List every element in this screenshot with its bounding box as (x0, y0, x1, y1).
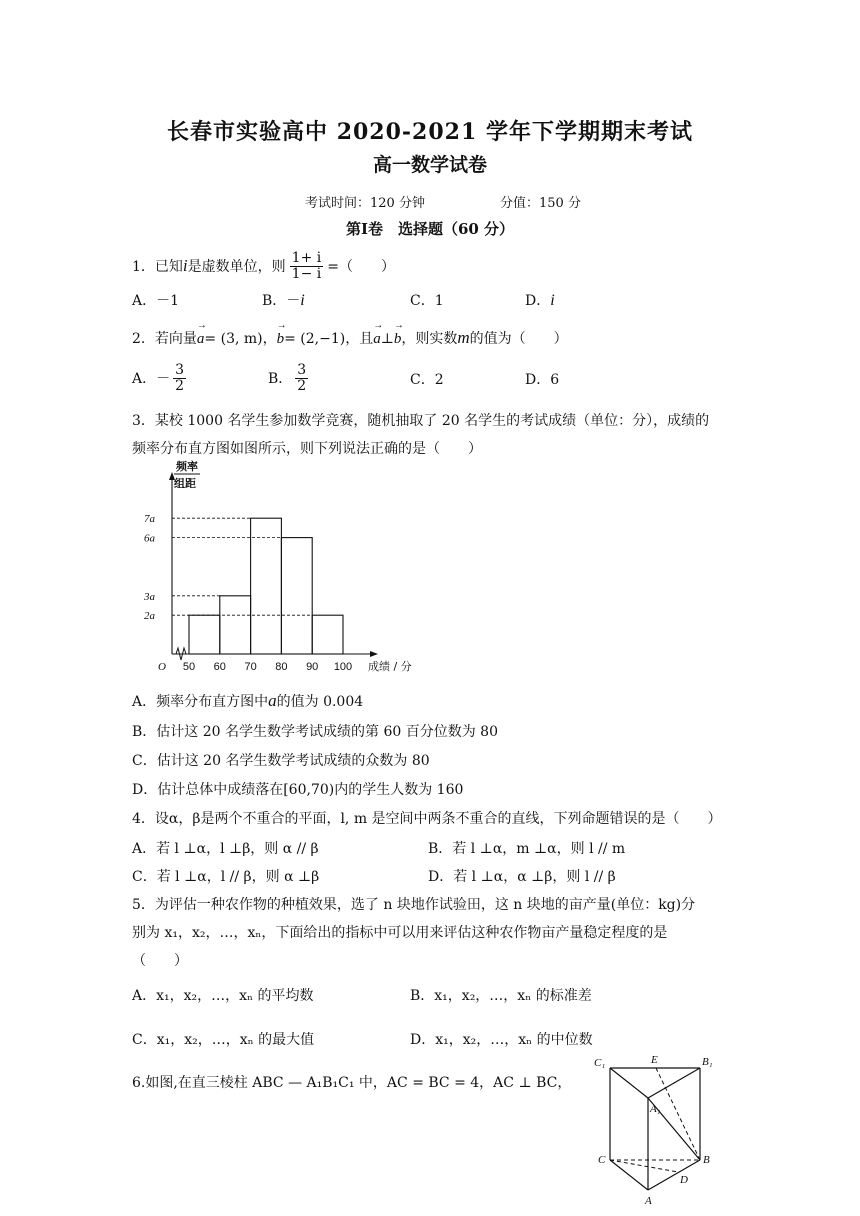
histogram-bar (220, 596, 251, 654)
histogram-bar (251, 518, 282, 654)
exam-title: 长春市实验高中 2020-2021 学年下学期期末考试 (167, 119, 693, 145)
histogram-bar (189, 615, 220, 654)
q5-line-3: （ ） (132, 953, 188, 969)
label-A: A (645, 1195, 652, 1207)
q1-fraction (290, 251, 324, 281)
y-axis-label-bottom: 组距 (174, 477, 196, 490)
exam-subtitle: 高一数学试卷 (372, 154, 487, 176)
q3-line-1: 3．某校 1000 名学生参加数学竞赛，随机抽取了 20 名学生的考试成绩（单位：分），成绩的 (132, 413, 710, 429)
q1-denominator: 1− i (291, 265, 322, 282)
y-axis-label-top: 频率 (176, 460, 198, 473)
y-tick-label: 2a (144, 610, 155, 623)
q5-line-1: 5．为评估一种农作物的种植效果，选了 n 块地作试验田，这 n 块地的亩产量(单位：kg)分 (132, 897, 696, 913)
y-tick-label: 7a (144, 513, 155, 526)
q2-option-c: C．2 (410, 372, 444, 388)
histogram-bar (281, 538, 312, 654)
q1-numerator: 1+ i (291, 249, 322, 266)
label-D: D (680, 1174, 688, 1186)
prism-figure (590, 1052, 720, 1210)
q3-option-d: D．估计总体中成绩落在[60,70)内的学生人数为 160 (132, 782, 464, 798)
q4-option-a: A．若 l ⊥α，l ⊥β，则 α // β (132, 841, 319, 857)
x-tick-label: 90 (306, 661, 319, 673)
q4-option-c: C．若 l ⊥α，l // β，则 α ⊥β (132, 869, 320, 885)
q1-suffix: =（ ） (327, 259, 395, 275)
histogram-bar (312, 615, 343, 654)
q1-option-c: C．1 (410, 293, 444, 309)
q5-option-d: D．x₁，x₂，…，xₙ 的中位数 (410, 1032, 593, 1048)
label-A1: A₁ (650, 1103, 661, 1115)
q1-option-b: B．－i (262, 292, 305, 309)
y-tick-label: 6a (144, 532, 155, 545)
section-heading: 第Ⅰ卷 选择题（60 分） (345, 220, 515, 238)
q6-stem: 6.如图,在直三棱柱 ABC — A₁B₁C₁ 中，AC = BC = 4，AC ⊥ BC， (132, 1075, 572, 1091)
q1-option-d: D．i (525, 292, 555, 309)
q4-option-b: B．若 l ⊥α，m ⊥α，则 l // m (428, 841, 626, 857)
q2-option-a: A．－ $\frac{3}{2}$ (132, 361, 185, 394)
q5-option-a: A．x₁，x₂，…，xₙ 的平均数 (132, 988, 314, 1004)
q5-line-2: 别为 x₁，x₂，…，xₙ，下面给出的指标中可以用来评估这种农作物亩产量稳定程度的是 (132, 925, 668, 941)
x-axis-arrow (370, 651, 378, 657)
exam-score: 分值：150 分 (500, 196, 581, 211)
q3-line-2: 频率分布直方图如图所示，则下列说法正确的是（ ） (132, 441, 482, 457)
q3-option-c: C．估计这 20 名学生数学考试成绩的众数为 80 (132, 753, 430, 769)
label-E: E (651, 1054, 658, 1066)
label-C1: C₁ (594, 1057, 606, 1069)
q5-option-b: B．x₁，x₂，…，xₙ 的标准差 (410, 988, 592, 1004)
label-C: C (598, 1154, 606, 1166)
question-2-stem: 2．若向量→ a= (3, m)，→ b= (2,−1)，且→ a⊥→ b，则实数m的值为（ ） (132, 328, 568, 348)
origin-label: O (158, 661, 166, 673)
label-B1: B₁ (702, 1056, 713, 1068)
histogram-chart (140, 458, 430, 680)
q2-option-d: D．6 (525, 372, 560, 388)
q4-option-d: D．若 l ⊥α，α ⊥β，则 l // β (428, 869, 616, 885)
q4-stem: 4．设α，β是两个不重合的平面，l, m 是空间中两条不重合的直线，下列命题错误的是（ ） (132, 811, 722, 827)
x-tick-label: 70 (244, 661, 257, 673)
y-tick-label: 3a (144, 590, 155, 603)
q1-mid: 是虚数单位，则 (187, 259, 286, 275)
q3-option-a: A．频率分布直方图中a的值为 0.004 (132, 691, 364, 710)
x-tick-label: 60 (213, 661, 226, 673)
x-axis-label: 成绩 / 分 (368, 660, 412, 673)
exam-time: 考试时间：120 分钟 (305, 196, 425, 211)
q2-option-b: B． $\frac{3}{2}$ (268, 361, 307, 394)
question-1-stem (132, 248, 395, 284)
x-tick-label: 80 (275, 661, 288, 673)
x-tick-label: 50 (182, 661, 196, 673)
q3-option-b: B．估计这 20 名学生数学考试成绩的第 60 百分位数为 80 (132, 724, 498, 740)
q5-option-c: C．x₁，x₂，…，xₙ 的最大值 (132, 1032, 315, 1048)
q1-var-i: i (182, 256, 188, 275)
q1-prefix: 1．已知 (132, 259, 183, 275)
q1-option-a: A．－1 (132, 293, 180, 309)
label-B: B (703, 1154, 710, 1166)
x-tick-label: 100 (333, 661, 353, 673)
